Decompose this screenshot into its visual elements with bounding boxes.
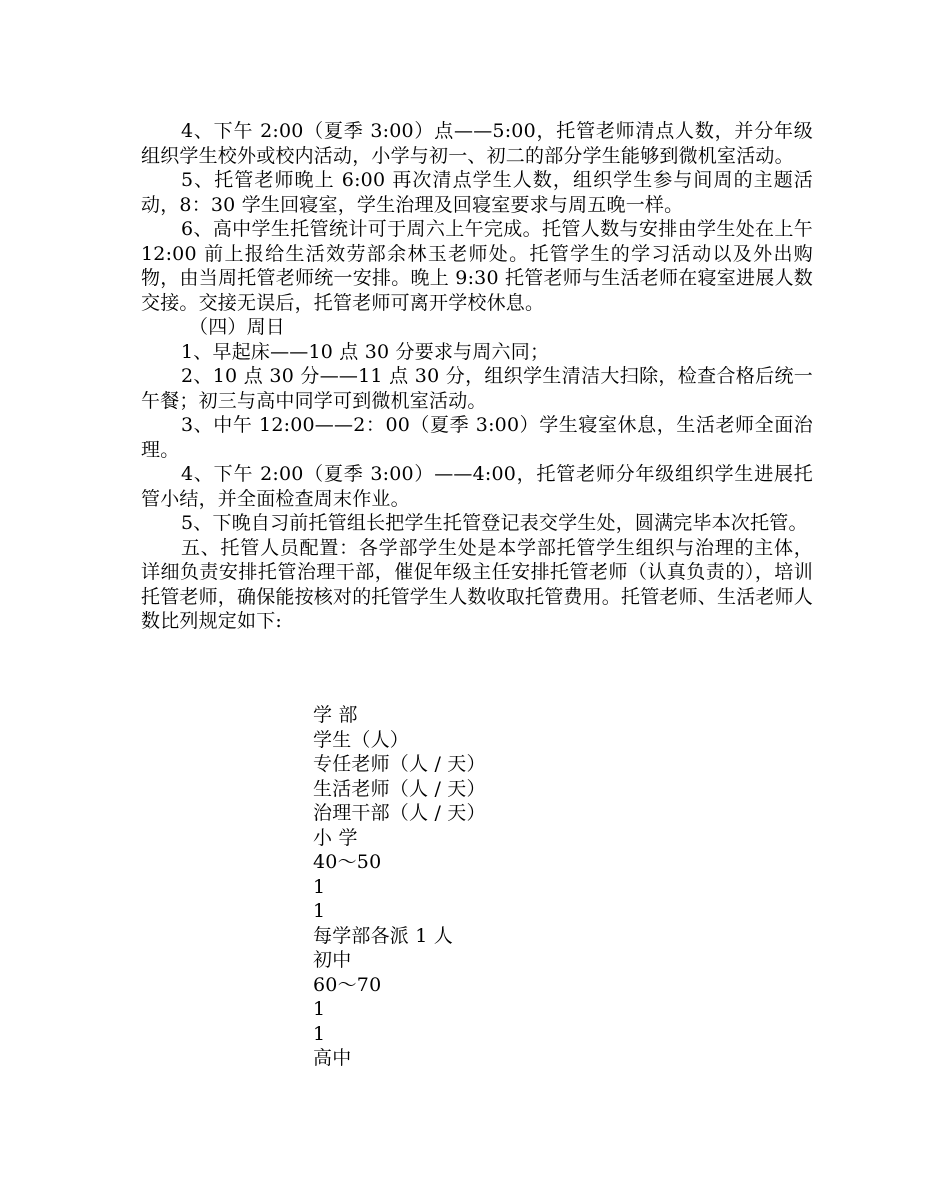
table-header-department: 学 部 [313, 704, 358, 726]
table-cell-junior-students: 60～70 [313, 973, 382, 996]
table-header-management-staff: 治理干部（人 / 天） [313, 802, 486, 824]
table-cell-junior-dedicated-teachers: 1 [313, 998, 326, 1020]
section-heading-sunday: （四）周日 [189, 316, 286, 338]
table-header-students: 学生（人） [313, 728, 410, 751]
paragraph-sunday-registration: 5、下晚自习前托管组长把学生托管登记表交学生处，圆满完毕本次托管。 [181, 512, 808, 534]
staffing-ratio-table [313, 703, 613, 1071]
table-cell-junior-department: 初中 [313, 949, 352, 971]
paragraph-sunday-noon-rest: 3、中午 12:00——2：00（夏季 3:00）学生寝室休息，生活老师全面治理。 [141, 414, 813, 461]
table-header-dedicated-teachers: 专任老师（人 / 天） [313, 753, 486, 775]
paragraph-sunday-cleaning: 2、10 点 30 分——11 点 30 分，组织学生清洁大扫除，检查合格后统一午餐；初三与高中同学可到微机室活动。 [141, 365, 813, 412]
paragraph-staffing-configuration: 五、托管人员配置：各学部学生处是本学部托管学生组织与治理的主体，详细负责安排托管治理干部，催促年级主任安排托管老师（认真负责的），培训托管老师，确保能按核对的托管学生人数收取托管费用。托管老师、生活老师人数比列规定如下: [141, 536, 814, 632]
table-cell-primary-management-staff: 每学部各派 1 人 [313, 924, 453, 947]
paragraph-sunday-afternoon-summary: 4、下午 2:00（夏季 3:00）——4:00，托管老师分年级组织学生进展托管小结，并全面检查周末作业。 [141, 463, 813, 510]
table-cell-senior-department: 高中 [313, 1047, 352, 1069]
table-cell-primary-department: 小 学 [313, 826, 358, 849]
table-cell-primary-life-teachers: 1 [313, 900, 326, 922]
paragraph-high-school-saturday: 6、高中学生托管统计可于周六上午完成。托管人数与安排由学生处在上午 12:00 前上报给生活效劳部余林玉老师处。托管学生的学习活动以及外出购物，由当周托管老师统一安排。晚上 9:30 托管老师与生活老师在寝室进展人数交接。交接无误后，托管老师可离开学校休息。 [141, 218, 813, 314]
paragraph-sunday-wakeup: 1、早起床——10 点 30 分要求与周六同； [181, 340, 550, 363]
table-cell-primary-students: 40～50 [313, 851, 382, 873]
table-cell-primary-dedicated-teachers: 1 [313, 875, 326, 898]
table-header-life-teachers: 生活老师（人 / 天） [313, 777, 486, 800]
document-body [141, 119, 813, 634]
paragraph-evening-count: 5、托管老师晚上 6:00 再次清点学生人数，组织学生参与间周的主题活动，8：30 学生回寝室，学生治理及回寝室要求与周五晚一样。 [141, 169, 813, 216]
paragraph-afternoon-activity: 4、下午 2:00（夏季 3:00）点——5:00，托管老师清点人数，并分年级组织学生校外或校内活动，小学与初一、初二的部分学生能够到微机室活动。 [141, 120, 813, 167]
table-cell-junior-life-teachers: 1 [313, 1022, 326, 1045]
